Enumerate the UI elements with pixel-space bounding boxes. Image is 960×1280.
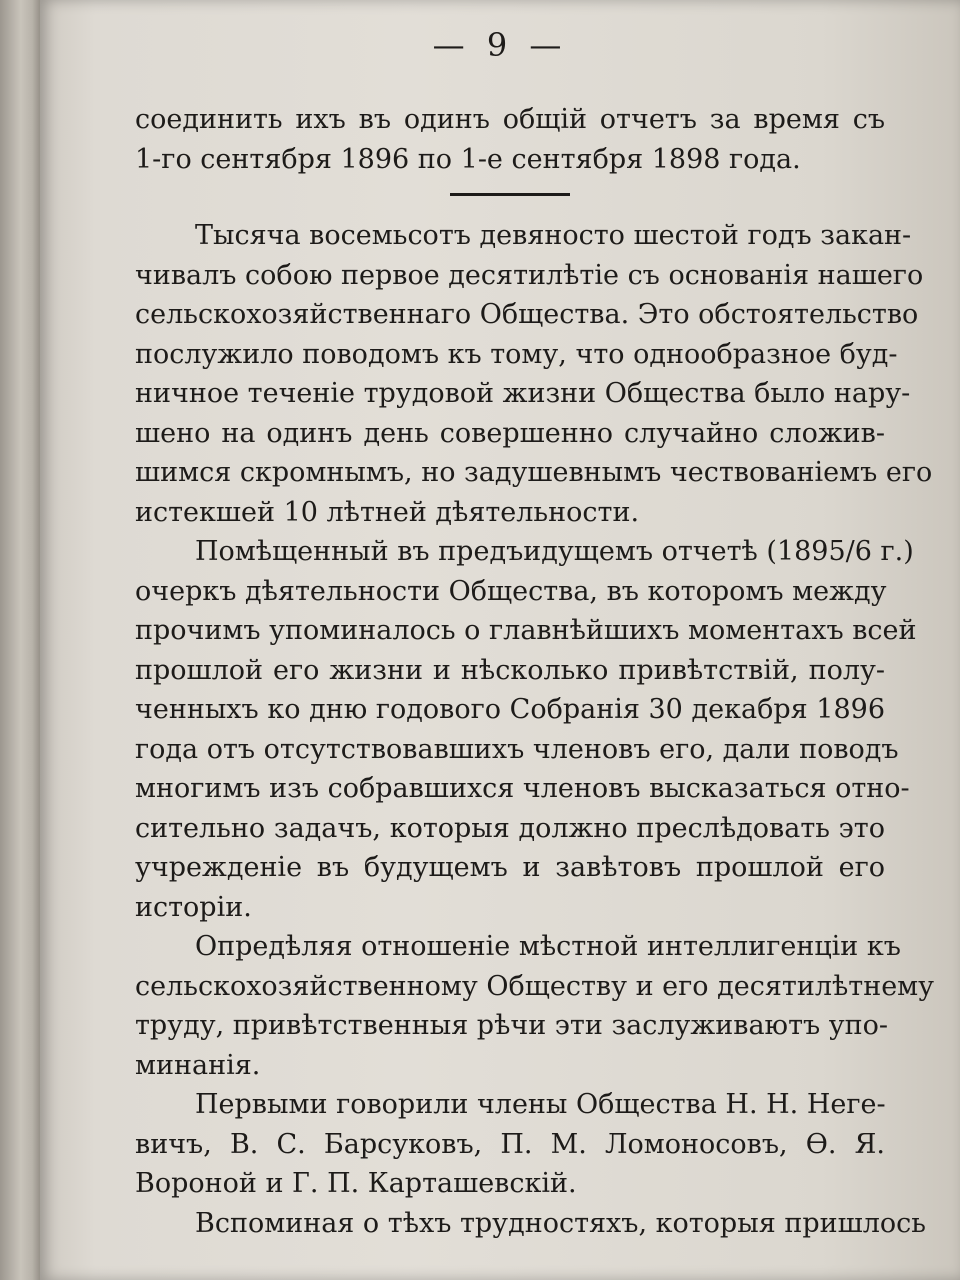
paragraph [135,532,917,927]
text-line: Первыми говорили члены Общества Н. Н. Неге- [195,1089,886,1120]
text-line: истекшей 10 лѣтней дѣятельности. [135,496,640,528]
text-line: 1-го сентября 1896 по 1-е сентября 1898 года. [135,143,801,175]
text-line: ничное теченіе трудовой жизни Общества было нару- [135,378,911,409]
text-line: труду, привѣтственныя рѣчи эти заслуживаютъ упо- [135,1010,889,1041]
text-line: прочимъ упоминалось о главнѣйшихъ моментахъ всей [135,615,917,646]
paragraph [135,1204,926,1244]
text-line: исторіи. [135,891,252,923]
text-line: Тысяча восемьсотъ девяносто шестой годъ закан- [195,220,912,251]
book-page [40,0,960,1280]
text-line: шено на одинъ день совершенно случайно сложив- [135,417,885,449]
text-line: послужило поводомъ къ тому, что однообразное буд- [135,338,898,370]
paragraph [135,216,933,532]
text-line: года отъ отсутствовавшихъ членовъ его, дали поводъ [135,733,899,765]
text-line: минанія. [135,1049,261,1081]
text-line: сельскохозяйственному Обществу и его десятилѣтнему [135,970,935,1002]
text-line: прошлой его жизни и нѣсколько привѣтствій, полу- [135,654,885,686]
text-line: очеркъ дѣятельности Общества, въ которомъ между [135,575,887,607]
text-line: шимся скромнымъ, но задушевнымъ чествованіемъ его [135,457,933,488]
text-line: Помѣщенный въ предъидущемъ отчетѣ (1895/6 г.) [195,536,914,567]
text-line: сительно задачъ, которыя должно преслѣдовать это [135,812,885,844]
page-text [135,100,935,1243]
page-number: — 9 — [432,26,568,64]
text-line: соединить ихъ въ одинъ общій отчетъ за время съ [135,104,885,135]
text-line: учрежденіе въ будущемъ и завѣтовъ прошлой его [135,852,885,883]
paragraph [135,927,935,1085]
text-line: сельскохозяйственнаго Общества. Это обстоятельство [135,299,919,330]
text-line: многимъ изъ собравшихся членовъ высказаться отно- [135,773,910,804]
paragraph [135,1085,885,1204]
text-line: Вороной и Г. П. Карташевскій. [135,1168,577,1199]
text-line: чивалъ собою первое десятилѣтіе съ основанія нашего [135,259,924,291]
text-line: Опредѣляя отношеніе мѣстной интеллигенціи къ [195,931,901,962]
text-line: Вспоминая о тѣхъ трудностяхъ, которыя пришлось [195,1207,926,1239]
text-line: вичъ, В. С. Барсуковъ, П. М. Ломоносовъ, Ѳ. Я. [135,1128,885,1160]
section-divider [450,193,570,196]
text-line: ченныхъ ко дню годового Собранія 30 декабря 1896 [135,694,885,725]
intro-block [135,100,885,179]
